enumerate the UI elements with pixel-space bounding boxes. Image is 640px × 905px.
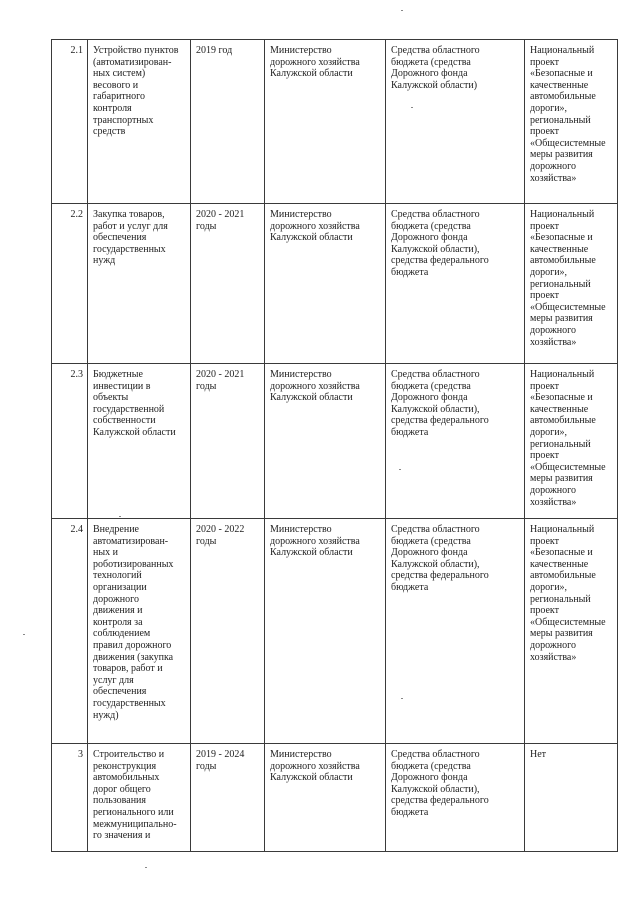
cell-text-line: межмуниципально- (93, 818, 177, 830)
cell-text-line: Калужской области (93, 426, 176, 438)
cell-text-line: автомобильные (530, 415, 596, 427)
executor-cell (265, 40, 386, 204)
cell-text-line: автомобильные (530, 255, 596, 267)
measure-name-cell (88, 204, 191, 364)
cell-text-line: Калужской области (270, 772, 353, 784)
funding-source-cell (386, 204, 525, 364)
row-number-cell: 2.3 (52, 364, 88, 519)
cell-text-line: Средства областного (391, 524, 480, 535)
cell-text-line: автоматизирован- (93, 535, 169, 547)
cell-text-line: «Безопасные и (530, 68, 593, 80)
cell-text-line: Бюджетные (93, 369, 143, 380)
measure-name-cell (88, 519, 191, 744)
cell-text-line: бюджета (391, 426, 429, 438)
cell-text-line: региональный (530, 278, 591, 290)
table-row (52, 364, 618, 519)
funding-source-cell (386, 364, 525, 519)
cell-text-line: ных систем) (93, 68, 146, 80)
cell-text-line: регионального или (93, 806, 174, 818)
cell-text-line: Внедрение (93, 524, 139, 535)
cell-text-line: государственной (93, 403, 165, 415)
measure-name-cell (88, 364, 191, 519)
scan-speck (411, 107, 413, 108)
term-cell (191, 744, 265, 852)
cell-text-line: «Общесистемные (530, 301, 606, 313)
cell-text-line: дорожного (530, 484, 576, 496)
national-project-cell (525, 519, 618, 744)
cell-text-line: проект (530, 450, 560, 462)
cell-text-line: нужд (93, 255, 116, 267)
cell-text-line: дорог общего (93, 783, 151, 795)
cell-text-line: Дорожного фонда (391, 68, 468, 80)
cell-text-line: Закупка товаров, (93, 209, 165, 220)
cell-text-line: Калужской области (270, 232, 353, 244)
row-number-cell: 2.1 (52, 40, 88, 204)
cell-text-line: пользования (93, 795, 146, 807)
cell-text-line: Дорожного фонда (391, 392, 468, 404)
cell-text-line: Национальный (530, 45, 595, 56)
table-body (52, 40, 618, 852)
cell-text-line: «Общесистемные (530, 461, 606, 473)
cell-text-line: собственности (93, 415, 156, 427)
scan-speck (23, 634, 25, 635)
cell-text-line: хозяйства» (530, 172, 577, 184)
cell-text-line: средства федерального (391, 255, 489, 267)
table-row (52, 519, 618, 744)
cell-text-line: движения и (93, 605, 143, 617)
cell-text-line: качественные (530, 243, 589, 255)
cell-text-line: проект (530, 290, 560, 302)
cell-text-line: 2019 - 2024 (196, 749, 245, 760)
cell-text-line: меры развития (530, 473, 593, 485)
measure-name-cell (88, 744, 191, 852)
cell-text-line: реконструкция (93, 760, 157, 772)
cell-text-line: Калужской области), (391, 783, 480, 795)
cell-text-line: 2020 - 2021 (196, 369, 245, 380)
cell-text-line: дорожного (93, 593, 139, 605)
cell-text-line: весового и (93, 79, 139, 91)
national-project-cell (525, 744, 618, 852)
cell-text-line: правил дорожного (93, 639, 172, 651)
cell-text-line: габаритного (93, 91, 145, 103)
cell-text-line: 2019 год (196, 45, 233, 56)
national-project-cell (525, 364, 618, 519)
cell-text-line: бюджета (391, 266, 429, 278)
cell-text-line: проект (530, 220, 560, 232)
cell-text-line: Нет (530, 749, 547, 760)
funding-source-cell (386, 519, 525, 744)
cell-text-line: государственных (93, 243, 166, 255)
cell-text-line: дорожного (530, 160, 576, 172)
funding-source-cell (386, 744, 525, 852)
cell-text-line: 2020 - 2021 (196, 209, 245, 220)
cell-text-line: Дорожного фонда (391, 232, 468, 244)
cell-text-line: хозяйства» (530, 496, 577, 508)
cell-text-line: дороги», (530, 102, 568, 114)
executor-cell (265, 364, 386, 519)
cell-text-line: движения (закупка (93, 651, 174, 663)
cell-text-line: средства федерального (391, 415, 489, 427)
cell-text-line: Калужской области), (391, 243, 480, 255)
cell-text-line: соблюдением (93, 628, 151, 640)
cell-text-line: Министерство (270, 209, 332, 220)
cell-text-line: бюджета (средства (391, 760, 471, 772)
cell-text-line: (автоматизирован- (93, 56, 172, 68)
cell-text-line: дорожного хозяйства (270, 535, 360, 547)
cell-text-line: ных и (93, 547, 118, 559)
cell-text-line: Министерство (270, 369, 332, 380)
cell-text-line: проект (530, 380, 560, 392)
cell-text-line: бюджета (средства (391, 220, 471, 232)
cell-text-line: бюджета (средства (391, 380, 471, 392)
cell-text-line: товаров, работ и (93, 663, 163, 675)
term-cell (191, 519, 265, 744)
cell-text-line: дороги», (530, 266, 568, 278)
cell-text-line: 2020 - 2022 (196, 524, 245, 535)
cell-text-line: контроля за (93, 616, 143, 628)
cell-text-line: инвестиции в (93, 380, 151, 392)
table-row (52, 744, 618, 852)
cell-text-line: Национальный (530, 209, 595, 220)
table-row (52, 204, 618, 364)
cell-text-line: дорожного хозяйства (270, 220, 360, 232)
cell-text-line: региональный (530, 593, 591, 605)
cell-text-line: качественные (530, 558, 589, 570)
scan-speck (399, 469, 401, 470)
scan-speck (145, 867, 147, 868)
cell-text-line: нужд) (93, 709, 119, 721)
cell-text-line: организации (93, 581, 147, 593)
cell-text-line: хозяйства» (530, 336, 577, 348)
cell-text-line: Средства областного (391, 209, 480, 220)
cell-text-line: обеспечения (93, 232, 147, 244)
cell-text-line: го значения и (93, 830, 151, 842)
cell-text-line: Устройство пунктов (93, 45, 179, 56)
cell-text-line: автомобильных (93, 772, 160, 784)
cell-text-line: качественные (530, 403, 589, 415)
cell-text-line: Калужской области (270, 547, 353, 559)
executor-cell (265, 744, 386, 852)
cell-text-line: годы (196, 220, 217, 232)
scan-speck (401, 698, 403, 699)
table-row (52, 40, 618, 204)
cell-text-line: «Общесистемные (530, 616, 606, 628)
measure-name-cell (88, 40, 191, 204)
cell-text-line: «Безопасные и (530, 392, 593, 404)
cell-text-line: меры развития (530, 628, 593, 640)
cell-text-line: объекты (93, 392, 129, 404)
cell-text-line: средств (93, 126, 126, 138)
national-project-cell (525, 40, 618, 204)
row-number-cell: 2.2 (52, 204, 88, 364)
cell-text-line: годы (196, 380, 217, 392)
cell-text-line: Калужской области (270, 392, 353, 404)
cell-text-line: «Безопасные и (530, 547, 593, 559)
cell-text-line: работ и услуг для (93, 220, 168, 232)
cell-text-line: дороги», (530, 581, 568, 593)
cell-text-line: Строительство и (93, 749, 165, 760)
term-cell (191, 204, 265, 364)
cell-text-line: автомобильные (530, 91, 596, 103)
cell-text-line: проект (530, 605, 560, 617)
cell-text-line: бюджета (средства (391, 535, 471, 547)
cell-text-line: Национальный (530, 524, 595, 535)
cell-text-line: Средства областного (391, 749, 480, 760)
cell-text-line: Министерство (270, 524, 332, 535)
cell-text-line: проект (530, 56, 560, 68)
cell-text-line: дорожного хозяйства (270, 56, 360, 68)
cell-text-line: дорожного хозяйства (270, 380, 360, 392)
scan-speck (119, 516, 121, 517)
cell-text-line: меры развития (530, 149, 593, 161)
cell-text-line: бюджета (391, 581, 429, 593)
cell-text-line: Средства областного (391, 369, 480, 380)
national-project-cell (525, 204, 618, 364)
term-cell (191, 40, 265, 204)
cell-text-line: Министерство (270, 749, 332, 760)
cell-text-line: Средства областного (391, 45, 480, 56)
cell-text-line: проект (530, 126, 560, 138)
cell-text-line: дорожного (530, 324, 576, 336)
cell-text-line: роботизированных (93, 558, 174, 570)
cell-text-line: региональный (530, 438, 591, 450)
cell-text-line: Калужской области), (391, 403, 480, 415)
cell-text-line: транспортных (93, 114, 154, 126)
cell-text-line: бюджета (средства (391, 56, 471, 68)
row-number-cell: 3 (52, 744, 88, 852)
cell-text-line: обеспечения (93, 686, 147, 698)
cell-text-line: дороги», (530, 426, 568, 438)
cell-text-line: годы (196, 760, 217, 772)
scan-speck (401, 10, 403, 11)
cell-text-line: дорожного (530, 639, 576, 651)
cell-text-line: услуг для (93, 674, 134, 686)
cell-text-line: «Безопасные и (530, 232, 593, 244)
cell-text-line: Калужской области) (391, 79, 478, 91)
cell-text-line: Дорожного фонда (391, 547, 468, 559)
measures-table (51, 39, 618, 852)
funding-source-cell (386, 40, 525, 204)
cell-text-line: бюджета (391, 806, 429, 818)
cell-text-line: качественные (530, 79, 589, 91)
row-number-cell: 2.4 (52, 519, 88, 744)
cell-text-line: «Общесистемные (530, 137, 606, 149)
cell-text-line: Национальный (530, 369, 595, 380)
cell-text-line: проект (530, 535, 560, 547)
cell-text-line: контроля (93, 102, 132, 114)
cell-text-line: Дорожного фонда (391, 772, 468, 784)
cell-text-line: меры развития (530, 313, 593, 325)
cell-text-line: годы (196, 535, 217, 547)
term-cell (191, 364, 265, 519)
cell-text-line: средства федерального (391, 795, 489, 807)
cell-text-line: региональный (530, 114, 591, 126)
cell-text-line: хозяйства» (530, 651, 577, 663)
executor-cell (265, 519, 386, 744)
cell-text-line: средства федерального (391, 570, 489, 582)
cell-text-line: дорожного хозяйства (270, 760, 360, 772)
executor-cell (265, 204, 386, 364)
cell-text-line: Министерство (270, 45, 332, 56)
cell-text-line: государственных (93, 697, 166, 709)
cell-text-line: Калужской области), (391, 558, 480, 570)
cell-text-line: автомобильные (530, 570, 596, 582)
cell-text-line: технологий (93, 570, 142, 582)
cell-text-line: Калужской области (270, 68, 353, 80)
